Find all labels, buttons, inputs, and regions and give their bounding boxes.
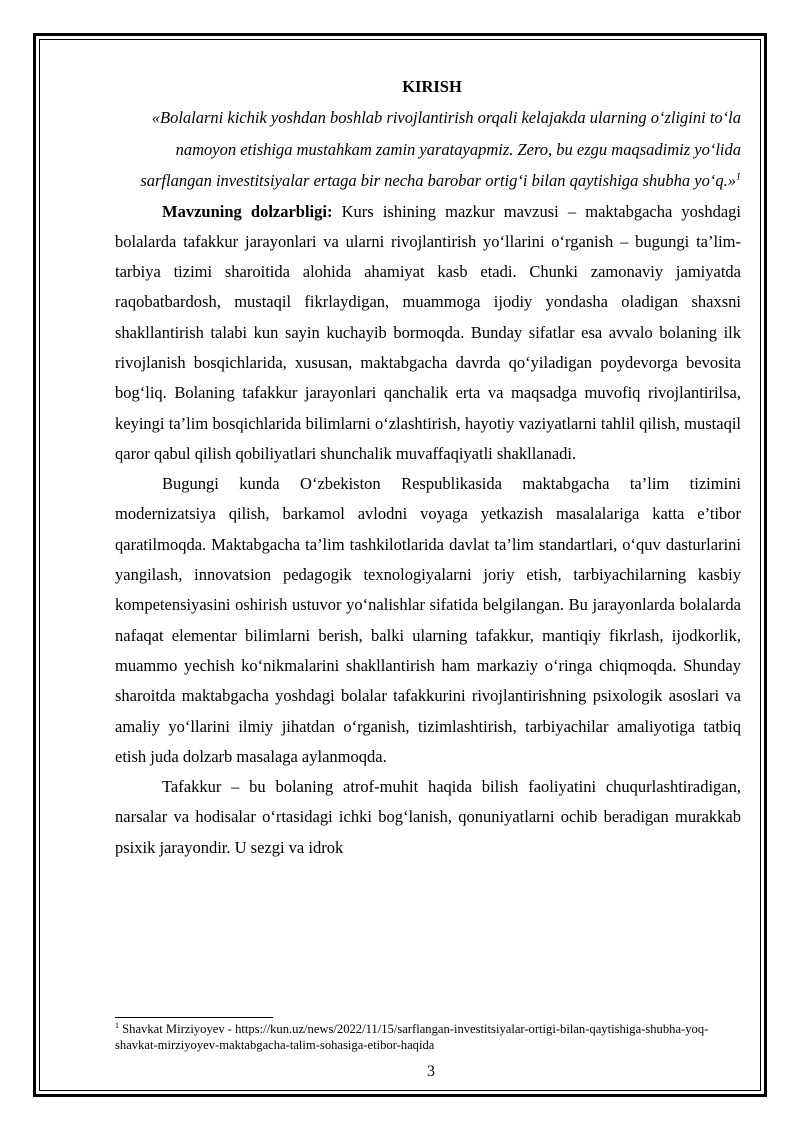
paragraph-lead: Mavzuning dolzarbligi: — [162, 201, 333, 221]
paragraph-thinking — [115, 772, 741, 863]
epigraph-quote — [115, 102, 741, 197]
paragraph-text: Tafakkur – bu bolaning atrof-muhit haqida bilish faoliyatini chuqurlashtiradigan, narsalar va hodisalar o‘rtasidagi ichki bog‘lanish, qonuniyatlarni ochib beradigan murakkab psixik jarayondir. U sezgi va idrok — [115, 777, 741, 857]
footnote — [115, 1021, 741, 1053]
epigraph-footnote-mark: 1 — [736, 171, 741, 183]
paragraph-modernization — [115, 469, 741, 772]
paragraph-text: Bugungi kunda O‘zbekiston Respublikasida maktabgacha ta’lim tizimini modernizatsiya qilish, barkamol avlodni voyaga yetkazish masalalariga katta e’tibor qaratilmoqda. Maktabgacha ta’lim tashkilotlarida davlat ta’lim standartlari, o‘quv dasturlarini yangilash, innovatsion pedagogik texnologiyalarni joriy etish, tarbiyachilarning kasbiy kompetensiyasini oshirish ustuvor yo‘nalishlar sifatida belgilangan. Bu jarayonlarda bolalarda nafaqat elementar bilimlarni berish, balki ularning tafakkur, mantiqiy fikrlash, ijodkorlik, muammo yechish ko‘nikmalarini shakllantirish ham markaziy o‘ringa chiqmoqda. Shunday sharoitda maktabgacha yoshdagi bolalar tafakkurini rivojlantirishning psixologik asoslari va amaliy yo‘llarini ilmiy jihatdan o‘rganish, tizimlashtirish, tarbiyachilar amaliyotiga tatbiq etish juda dolzarb masalaga aylanmoqda. — [115, 474, 741, 766]
section-title: KIRISH — [402, 77, 462, 96]
footnote-mark: 1 — [115, 1020, 119, 1030]
page-number: 3 — [427, 1063, 435, 1080]
paragraph-text: Kurs ishining mazkur mavzusi – maktabgacha yoshdagi bolalarda tafakkur jarayonlari va ularni rivojlantirish yo‘llarini o‘rganish – bugungi ta’lim-tarbiya tizimi sharoitida alohida ahamiyat kasb etadi. Chunki zamonaviy jamiyatda raqobatbardosh, mustaqil fikrlaydigan, muammoga ijodiy yondasha oladigan shaxsni shakllantirish talabi kun sayin kuchayib bormoqda. Bunday sifatlar esa avvalo bolaning ilk rivojlanish bosqichlarida, xususan, maktabgacha davrda qo‘yiladigan poydevorga bevosita bog‘liq. Bolaning tafakkur jarayonlari qanchalik erta va maqsadga muvofiq rivojlantirilsa, keyingi ta’lim bosqichlarida bilimlarni o‘zlashtirish, hayotiy vaziyatlarni tahlil qilish, mustaqil qaror qabul qilish qobiliyatlari shunchalik muvaffaqiyatli shakllanadi. — [115, 201, 741, 463]
footnote-separator — [115, 1017, 273, 1018]
document-body — [115, 72, 741, 863]
footnote-text: Shavkat Mirziyoyev - https://kun.uz/news/2022/11/15/sarflangan-investitsiyalar-ortigi-bilan-qaytishiga-shubha-yoq-shavkat-mirziyoyev-maktabgacha-talim-sohasiga-etibor-haqida — [115, 1022, 709, 1052]
epigraph-text: «Bolalarni kichik yoshdan boshlab rivojlantirish orqali kelajakda ularning o‘zligini to‘la namoyon etishiga mustahkam zamin yaratayapmiz. Zero, bu ezgu maqsadimiz yo‘lida sarflangan investitsiyalar ertaga bir necha barobar ortig‘i bilan qaytishiga shubha yo‘q.» — [140, 108, 741, 190]
paragraph-relevance — [115, 197, 741, 470]
